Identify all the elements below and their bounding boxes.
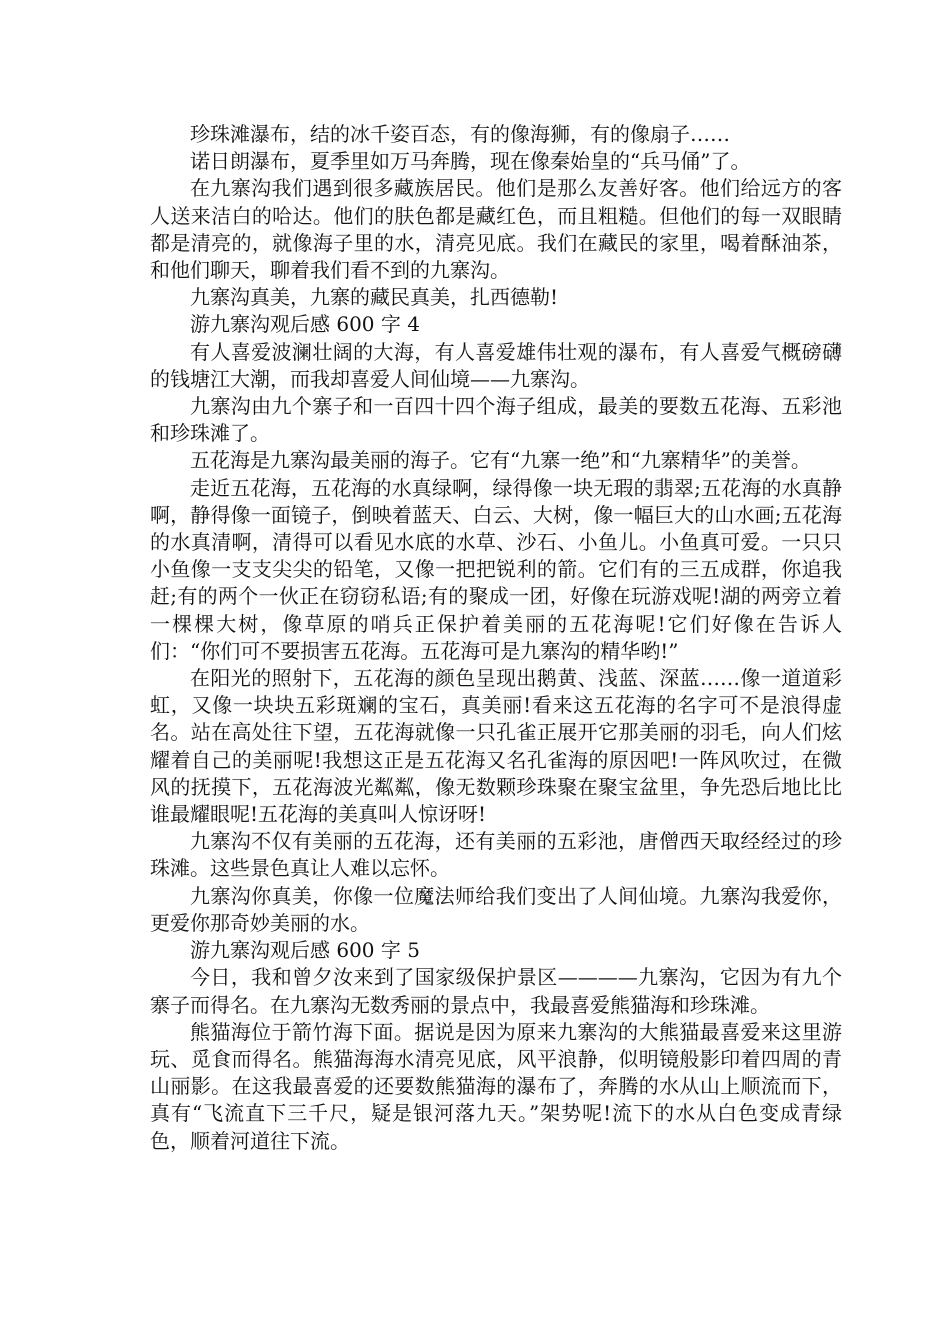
paragraph: 五花海是九寨沟最美丽的海子。它有“九寨一绝”和“九寨精华”的美誉。 [190,448,811,473]
paragraph: 诺日朗瀑布，夏季里如万马奔腾，现在像秦始皇的“兵马俑”了。 [190,149,751,174]
section-heading: 游九寨沟观后感 600 字 4 [190,312,420,337]
document-body [150,121,842,1155]
paragraph: 九寨沟不仅有美丽的五花海，还有美丽的五彩池，唐僧西天取经经过的珍珠滩。这些景色真让人难以忘怀。 [150,829,842,881]
paragraph: 九寨沟真美，九寨的藏民真美，扎西德勒! [190,285,559,310]
paragraph: 九寨沟你真美，你像一位魔法师给我们变出了人间仙境。九寨沟我爱你，更爱你那奇妙美丽的水。 [150,883,842,935]
paragraph: 九寨沟由九个寨子和一百四十四个海子组成，最美的要数五花海、五彩池和珍珠滩了。 [150,394,842,446]
section-heading: 游九寨沟观后感 600 字 5 [190,938,420,963]
paragraph: 今日，我和曾夕汝来到了国家级保护景区————九寨沟，它因为有九个寨子而得名。在九寨沟无数秀丽的景点中，我最喜爱熊猫海和珍珠滩。 [150,965,842,1017]
paragraph: 有人喜爱波澜壮阔的大海，有人喜爱雄伟壮观的瀑布，有人喜爱气概磅礴的钱塘江大潮，而我却喜爱人间仙境——九寨沟。 [150,339,842,391]
paragraph: 珍珠滩瀑布，结的冰千姿百态，有的像海狮，有的像扇子…… [190,122,730,146]
paragraph: 在阳光的照射下，五花海的颜色呈现出鹅黄、浅蓝、深蓝……像一道道彩虹，又像一块块五彩斑斓的宝石，真美丽!看来这五花海的名字可不是浪得虚名。站在高处往下望，五花海就像一只孔雀正展开它那美丽的羽毛，向人们炫耀着自己的美丽呢!我想这正是五花海又名孔雀海的原因吧!一阵风吹过，在微风的抚摸下，五花海波光粼粼，像无数颗珍珠聚在聚宝盆里，争先恐后地比比谁最耀眼呢!五花海的美真叫人惊讶呀! [150,666,842,827]
paragraph: 在九寨沟我们遇到很多藏族居民。他们是那么友善好客。他们给远方的客人送来洁白的哈达。他们的肤色都是藏红色，而且粗糙。但他们的每一双眼睛都是清亮的，就像海子里的水，清亮见底。我们在藏民的家里，喝着酥油茶，和他们聊天，聊着我们看不到的九寨沟。 [150,176,842,283]
paragraph: 走近五花海，五花海的水真绿啊，绿得像一块无瑕的翡翠;五花海的水真静啊，静得像一面镜子，倒映着蓝天、白云、大树，像一幅巨大的山水画;五花海的水真清啊，清得可以看见水底的水草、沙石、小鱼儿。小鱼真可爱。一只只小鱼像一支支尖尖的铅笔，又像一把把锐利的箭。它们有的三五成群，你追我赶;有的两个一伙正在窃窃私语;有的聚成一团，好像在玩游戏呢!湖的两旁立着一棵棵大树，像草原的哨兵正保护着美丽的五花海呢!它们好像在告诉人们：“你们可不要损害五花海。五花海可是九寨沟的精华哟!” [150,475,842,663]
paragraph: 熊猫海位于箭竹海下面。据说是因为原来九寨沟的大熊猫最喜爱来这里游玩、觅食而得名。熊猫海海水清亮见底，风平浪静，似明镜般影印着四周的青山丽影。在这我最喜爱的还要数熊猫海的瀑布了，奔腾的水从山上顺流而下，真有“飞流直下三千尺，疑是银河落九天。”架势呢!流下的水从白色变成青绿色，顺着河道往下流。 [150,1019,842,1153]
